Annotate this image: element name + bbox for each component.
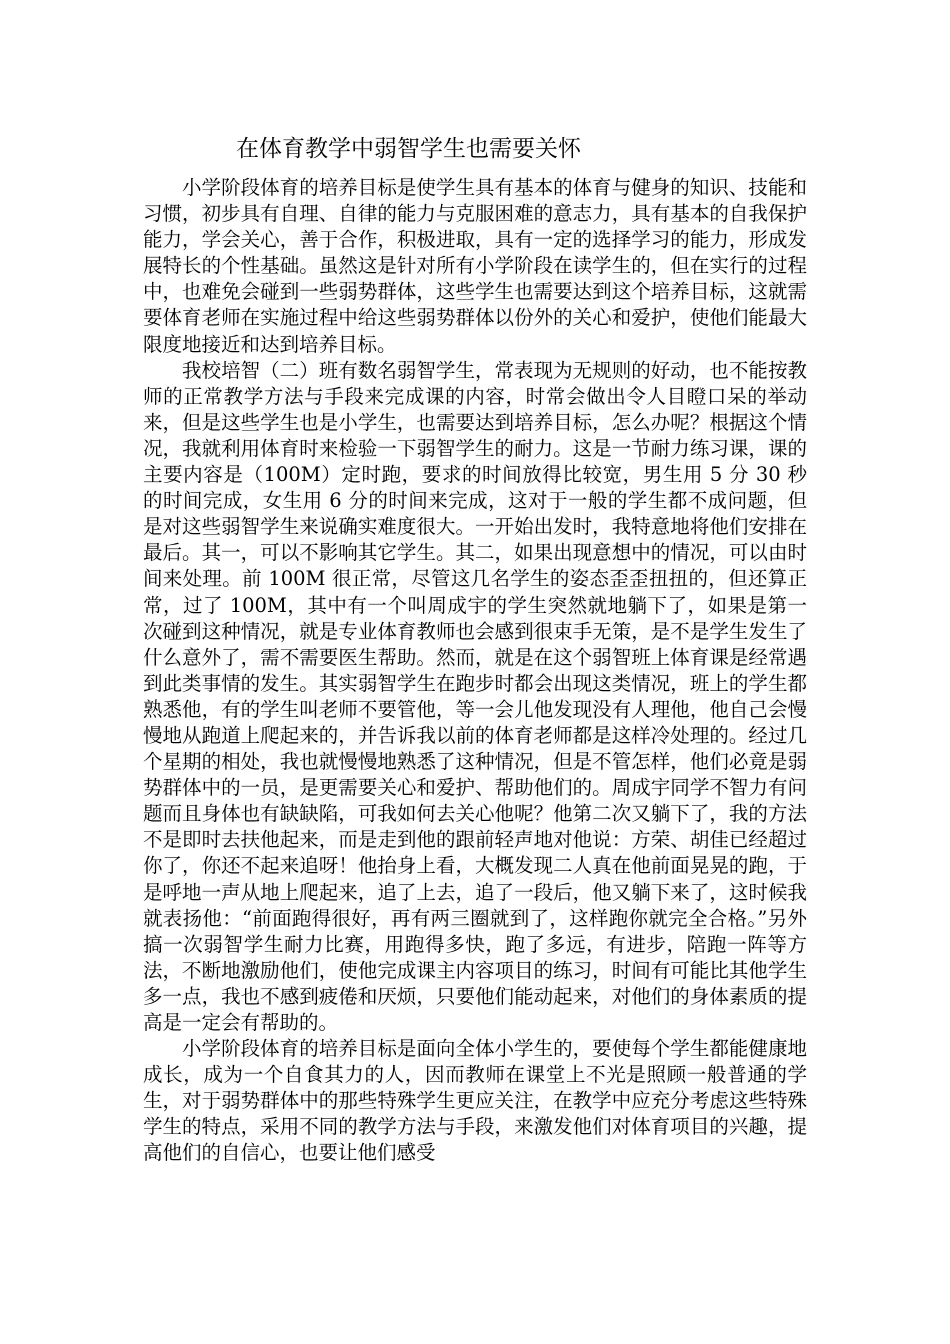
paragraph: 小学阶段体育的培养目标是面向全体小学生的，要使每个学生都能健康地成长，成为一个自食其力的人，因而教师在课堂上不光是照顾一般普通的学生，对于弱势群体中的那些特殊学生更应关注，在教学中应充分考虑这些特殊学生的特点，采用不同的教学方法与手段，来激发他们对体育项目的兴趣，提高他们的自信心，也要让他们感受 (143, 1037, 807, 1165)
document-title: 在体育教学中弱智学生也需要关怀 (236, 136, 581, 162)
document-body (143, 175, 807, 1167)
paragraph: 小学阶段体育的培养目标是使学生具有基本的体育与健身的知识、技能和习惯，初步具有自理、自律的能力与克服困难的意志力，具有基本的自我保护能力，学会关心，善于合作，积极进取，具有一定的选择学习的能力，形成发展特长的个性基础。虽然这是针对所有小学阶段在读学生的，但在实行的过程中，也难免会碰到一些弱势群体，这些学生也需要达到这个培养目标，这就需要体育老师在实施过程中给这些弱势群体以份外的关心和爱护，使他们能最大限度地接近和达到培养目标。 (143, 176, 807, 356)
paragraph: 我校培智（二）班有数名弱智学生，常表现为无规则的好动，也不能按教师的正常教学方法与手段来完成课的内容，时常会做出令人目瞪口呆的举动来，但是这些学生也是小学生，也需要达到培养目标，怎么办呢？根据这个情况，我就利用体育时来检验一下弱智学生的耐力。这是一节耐力练习课，课的主要内容是（100M）定时跑，要求的时间放得比较宽，男生用 5 分 30 秒的时间完成，女生用 6 分的时间来完成，这对于一般的学生都不成问题，但是对这些弱智学生来说确实难度很大。一开始出发时，我特意地将他们安排在最后。其一，可以不影响其它学生。其二，如果出现意想中的情况，可以由时间来处理。前 100M 很正常，尽管这几名学生的姿态歪歪扭扭的，但还算正常，过了 100M，其中有一个叫周成宇的学生突然就地躺下了，如果是第一次碰到这种情况，就是专业体育教师也会感到很束手无策，是不是学生发生了什么意外了，需不需要医生帮助。然而，就是在这个弱智班上体育课是经常遇到此类事情的发生。其实弱智学生在跑步时都会出现这类情况，班上的学生都熟悉他，有的学生叫老师不要管他，等一会儿他发现没有人理他，他自己会慢慢地从跑道上爬起来的，并告诉我以前的体育老师都是这样冷处理的。经过几个星期的相处，我也就慢慢地熟悉了这种情况，但是不管怎样，他们必竟是弱势群体中的一员，是更需要关心和爱护、帮助他们的。周成宇同学不智力有问题而且身体也有缺缺陷，可我如何去关心他呢？他第二次又躺下了，我的方法不是即时去扶他起来，而是走到他的跟前轻声地对他说：方荣、胡佳已经超过你了，你还不起来追呀！他抬身上看，大概发现二人真在他前面晃晃的跑，于是呼地一声从地上爬起来，追了上去，追了一段后，他又躺下来了，这时候我就表扬他：“前面跑得很好，再有两三圈就到了，这样跑你就完全合格。”另外搞一次弱智学生耐力比赛，用跑得多快，跑了多远，有进步，陪跑一阵等方法，不断地激励他们，使他完成课主内容项目的练习，时间有可能比其他学生多一点，我也不感到疲倦和厌烦，只要他们能动起来，对他们的身体素质的提高是一定会有帮助的。 (143, 358, 807, 1034)
